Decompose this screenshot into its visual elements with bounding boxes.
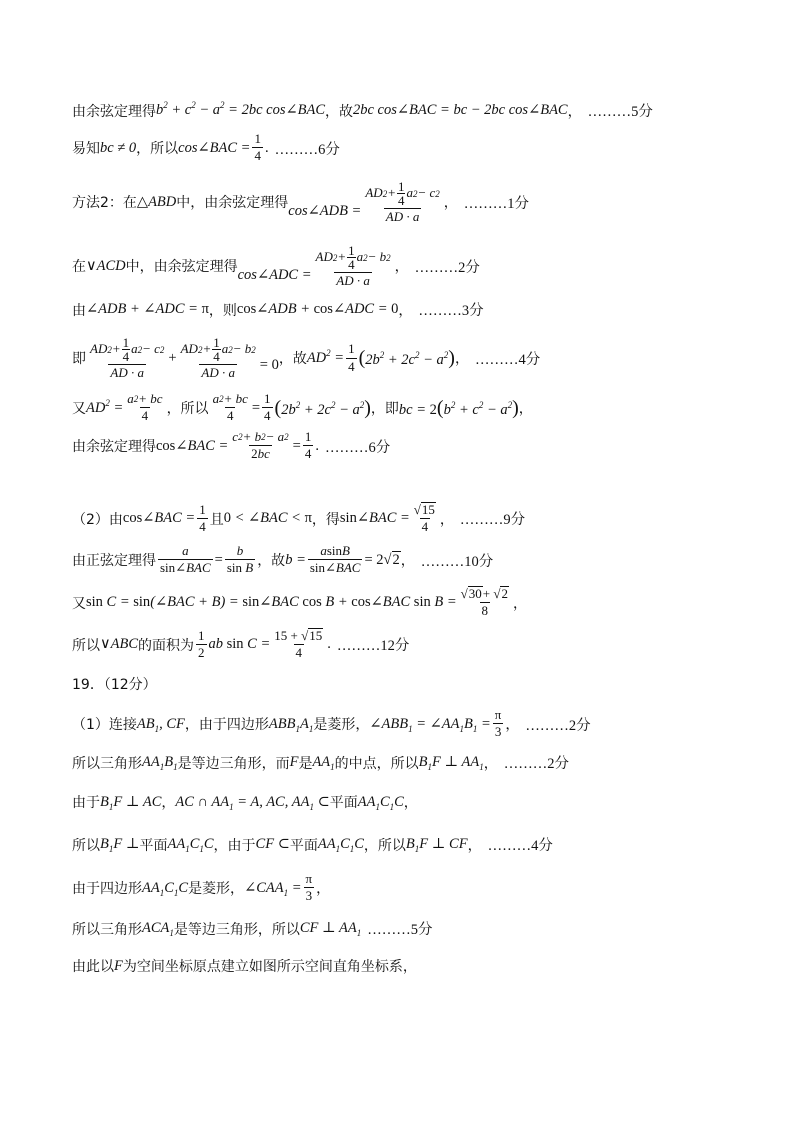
fraction: a 2 + bc 4 [212, 391, 248, 424]
fraction: $\frac{1}{4}$ [254, 131, 261, 164]
formula: $AA_1C_1C$ [167, 836, 214, 854]
line-6: 即 AD 2 + $\frac{1}{4}$ a 2 − c 2 AD · a + AD 2 + $\frac{1}{4}$ a 2 − b 2 AD · a = 0 ，故 $AD^2$ = $\frac{1}{4}$ $(2b^2 + 2c^2 - a^2)$ ， ………4分 [72, 335, 541, 380]
formula: $AA_1$ [312, 754, 335, 772]
points: ………6分 [274, 141, 340, 158]
text: 所以 [72, 637, 100, 654]
text: 为空间坐标原点建立如图所示空间直角坐标系， [122, 959, 417, 975]
text: ， [161, 795, 176, 811]
text: ，由于 [213, 837, 256, 854]
text: 由余弦定理得 [72, 439, 156, 456]
formula: $\angle ABB_1$ = $\angle AA_1B_1$ = [369, 715, 491, 734]
points: ………10分 [420, 553, 494, 570]
text: 由正弦定理得 [72, 553, 156, 570]
formula: $(2b^2 + 2c^2 - a^2)$ [358, 346, 455, 369]
text: 的中点，所以 [334, 755, 419, 772]
line-7: 又 $AD^2$ = a 2 + bc 4 ，所以 a 2 + bc 4 = $\frac{1}{4}$ $(2b^2 + 2c^2 - a^2)$ ，即 bc = $2(b^2 + c^2 - a^2)$ ， [72, 391, 533, 424]
text: 即 [72, 351, 86, 368]
points: ………1分 [463, 195, 530, 212]
question-number: 19．（12分） [72, 677, 157, 693]
points: ………2分 [414, 259, 480, 276]
text: 平面 [329, 795, 358, 811]
text: 在 [72, 259, 86, 276]
line-2: 易知 bc ≠ 0 ，所以 cos∠BAC = $\frac{1}{4}$ . ………6分 [72, 131, 340, 164]
formula: $\angle CAA_1$ = [244, 879, 302, 898]
formula: cos∠BAC = [178, 139, 251, 156]
formula: ∨ABC [100, 636, 138, 653]
formula: cos∠BAC = [122, 510, 196, 527]
line-12: 所以 ∨ABC 的面积为 $\frac{1}{2}$ ab sin C = 15 + √ 15 4 . ………12分 [72, 627, 410, 661]
formula: sin C = sin(∠BAC + B) = sin∠BAC cos B + cos∠BAC sin B = [86, 594, 457, 611]
text: 由于四边形 [72, 881, 142, 898]
points: ………6分 [324, 439, 391, 456]
text: 且 [209, 511, 224, 528]
text: ，则 [208, 302, 237, 319]
formula: 0 < ∠BAC < π [223, 510, 312, 527]
points: ………5分 [587, 104, 653, 120]
fraction: a 2 + bc 4 [127, 391, 163, 424]
formula: cos∠BAC = [156, 437, 229, 454]
fraction: √ 15 4 [413, 501, 435, 535]
fraction: $\frac{1}{4}$ [264, 391, 271, 424]
fraction: AD 2 + $\frac{1}{4}$ a 2 − b 2 AD · a [180, 335, 256, 380]
text: （1）连接 [72, 717, 137, 734]
formula: $ABB_1A_1$ [268, 715, 314, 734]
text: 又 [72, 595, 86, 612]
formula: ab sin C = [208, 636, 271, 653]
line-14: （1）连接 $AB_1$, CF ，由于四边形 $ABB_1A_1$ 是菱形， $\angle ABB_1$ = $\angle AA_1B_1$ = $\frac{\pi}{3}$ ， ………2分 [72, 707, 591, 740]
formula: bc ≠ 0 [100, 139, 137, 156]
line-15: 所以三角形 $AA_1B_1$ 是等边三角形，而 F 是 $AA_1$ 的中点，所以 $B_1F$ ⊥ $AA_1$ ， ………2分 [72, 754, 569, 772]
formula: ∠ADB + ∠ADC = π [86, 301, 209, 317]
line-13 [72, 674, 157, 694]
formula: $AD^2$ = [306, 348, 345, 366]
formula: $AA_1C_1C$ [317, 836, 364, 854]
points: ………4分 [474, 351, 541, 368]
text: ，即 [370, 401, 399, 418]
formula: $ACA_1$ [142, 920, 174, 938]
text: 平面 [289, 837, 318, 854]
formula: $AD^2$ = [86, 397, 124, 416]
fraction: a sin B sin∠BAC [309, 543, 361, 576]
line-4: 在 ∨ACD 中，由余弦定理得 cos∠ADC = AD 2 + $\frac{1}{4}$ a 2 − b 2 AD · a ， ………2分 [72, 243, 480, 288]
text: 由于 [72, 795, 100, 811]
text: ，得 [311, 511, 340, 528]
fraction: $\frac{\pi}{3}$ [494, 707, 502, 740]
text: 又 [72, 401, 86, 418]
formula: AC ∩ $AA_1 = A$, AC, $AA_1$ ⊂ [175, 793, 330, 812]
formula: F [114, 957, 123, 974]
text: 中，由余弦定理得 [176, 195, 289, 212]
fraction: $\frac{1}{2}$ [198, 627, 205, 660]
text: 是等边三角形，而 [177, 755, 290, 772]
fraction: AD 2 + $\frac{1}{4}$ a 2 − c 2 AD · a [365, 179, 440, 224]
formula: cos∠ADB + cos∠ADC = 0 [236, 301, 399, 317]
formula: $B_1F$ ⊥ [100, 836, 140, 854]
fraction: $\frac{a}{\text{sin∠BAC}}$ [160, 543, 211, 576]
points: ………12分 [336, 638, 410, 655]
text: 方法2：在 [72, 195, 137, 212]
text: 是菱形， [313, 717, 370, 734]
formula: $B_1F$ ⊥ AC [100, 793, 162, 812]
line-8: 由余弦定理得 cos∠BAC = c 2 + b 2 − a 2 2bc = $\frac{1}{4}$ . ………6分 [72, 429, 391, 462]
formula: $AA_1C_1C$ [357, 793, 404, 812]
points: ………9分 [459, 512, 526, 529]
text: ， [518, 401, 533, 418]
formula: CF ⊂ [255, 836, 290, 852]
text: 是 [298, 755, 313, 772]
text: ，所以 [166, 401, 209, 418]
formula: $B_1F$ ⊥ CF [405, 836, 468, 854]
points: ………3分 [418, 303, 484, 319]
line-16: 由于 $B_1F$ ⊥ AC ， AC ∩ $AA_1 = A$, AC, $AA_1$ ⊂ 平面 $AA_1C_1C$ ， [72, 793, 418, 812]
line-1 [72, 100, 653, 121]
text: 由 [72, 302, 86, 319]
text: 的面积为 [138, 637, 194, 654]
formula: $b^2 + c^2 - a^2 = 2bc$ cos∠BAC [156, 100, 325, 118]
fraction: $\frac{1}{4}$ [199, 501, 206, 534]
text: （2）由 [72, 511, 123, 528]
text: ，由于四边形 [184, 717, 269, 734]
fraction: AD 2 + $\frac{1}{4}$ a 2 − c 2 AD · a [90, 335, 165, 380]
formula: $AB_1$, CF [136, 715, 185, 734]
points: ………2分 [525, 717, 591, 734]
line-17: 所以 $B_1F$ ⊥ 平面 $AA_1C_1C$ ，由于 CF ⊂ 平面 $AA_1C_1C$ ，所以 $B_1F$ ⊥ CF ， ………4分 [72, 836, 553, 854]
fraction: $\frac{b}{\text{sin B}}$ [226, 543, 254, 576]
text: 平面 [139, 837, 168, 854]
fraction: $\frac{1}{4}$ [348, 341, 355, 374]
text: 是等边三角形，所以 [173, 921, 300, 938]
fraction: AD 2 + $\frac{1}{4}$ a 2 − b 2 AD · a [315, 243, 391, 288]
text: 所以 [72, 837, 100, 854]
points: ………4分 [487, 838, 553, 854]
formula: bc = $2(b^2 + c^2 - a^2)$ [398, 396, 519, 419]
line-3: 方法2：在 △ABD 中，由余弦定理得 cos∠ADB = AD 2 + $\frac{1}{4}$ a 2 − c 2 AD · a ， ………1分 [72, 179, 530, 224]
points: ………2分 [503, 756, 569, 772]
formula: cos∠ADC = [237, 266, 312, 283]
formula: ∨ACD [86, 257, 126, 274]
text: 是菱形， [188, 881, 245, 898]
line-11: 又 sin C = sin(∠BAC + B) = sin∠BAC cos B + cos∠BAC sin B = √ 30 + √ 2 8 ， [72, 585, 527, 619]
fraction: 15 + √ 15 4 [274, 627, 323, 661]
text: ，故 [257, 553, 286, 570]
text: 中，由余弦定理得 [125, 259, 238, 276]
formula: $B_1F$ ⊥ $AA_1$ [418, 754, 484, 772]
text: ，所以 [136, 141, 179, 158]
fraction: c 2 + b 2 − a 2 2bc [232, 429, 289, 462]
text: ，故 [325, 103, 353, 120]
line-9: （2）由 cos∠BAC = $\frac{1}{4}$ 且 0 < ∠BAC < π ，得 sin∠BAC = √ 15 4 ， ………9分 [72, 501, 526, 535]
text: 由此以 [72, 959, 114, 975]
formula: 2bc cos∠BAC = bc − 2bc cos∠BAC [353, 102, 568, 118]
line-18: 由于四边形 $AA_1C_1C$ 是菱形， $\angle CAA_1$ = $\frac{\pi}{3}$ ， [72, 871, 331, 904]
formula: F [289, 754, 299, 770]
text: ， [567, 103, 582, 120]
line-19 [72, 918, 433, 939]
formula: sin∠BAC = [339, 510, 410, 527]
text: 所以三角形 [72, 755, 142, 772]
text: 由余弦定理得 [72, 103, 156, 120]
text: ，故 [278, 351, 307, 368]
formula: △ABD [136, 193, 177, 210]
line-20 [72, 956, 417, 976]
points: ………5分 [367, 922, 433, 938]
fraction: √ 30 + √ 2 8 [460, 585, 508, 619]
text: ，所以 [363, 837, 406, 854]
fraction: $\frac{\pi}{3}$ [305, 871, 313, 904]
text: 所以三角形 [72, 921, 142, 938]
formula: CF ⊥ $AA_1$ [299, 920, 362, 938]
formula: $AA_1C_1C$ [142, 879, 189, 898]
formula: $AA_1B_1$ [142, 754, 178, 772]
fraction: $\frac{1}{4}$ [304, 429, 312, 462]
line-5: 由 ∠ADB + ∠ADC = π ，则 cos∠ADB + cos∠ADC = 0 ， ………3分 [72, 301, 484, 319]
line-10: 由正弦定理得 $\frac{a}{\text{sin∠BAC}}$ = $\frac{b}{\text{sin B}}$ ，故 b = a sin B sin∠BAC = 2√2 ， ………10分 [72, 543, 494, 576]
text: 易知 [72, 141, 100, 158]
formula: $(2b^2 + 2c^2 - a^2)$ [274, 396, 371, 419]
formula: cos∠ADB = [288, 202, 362, 219]
